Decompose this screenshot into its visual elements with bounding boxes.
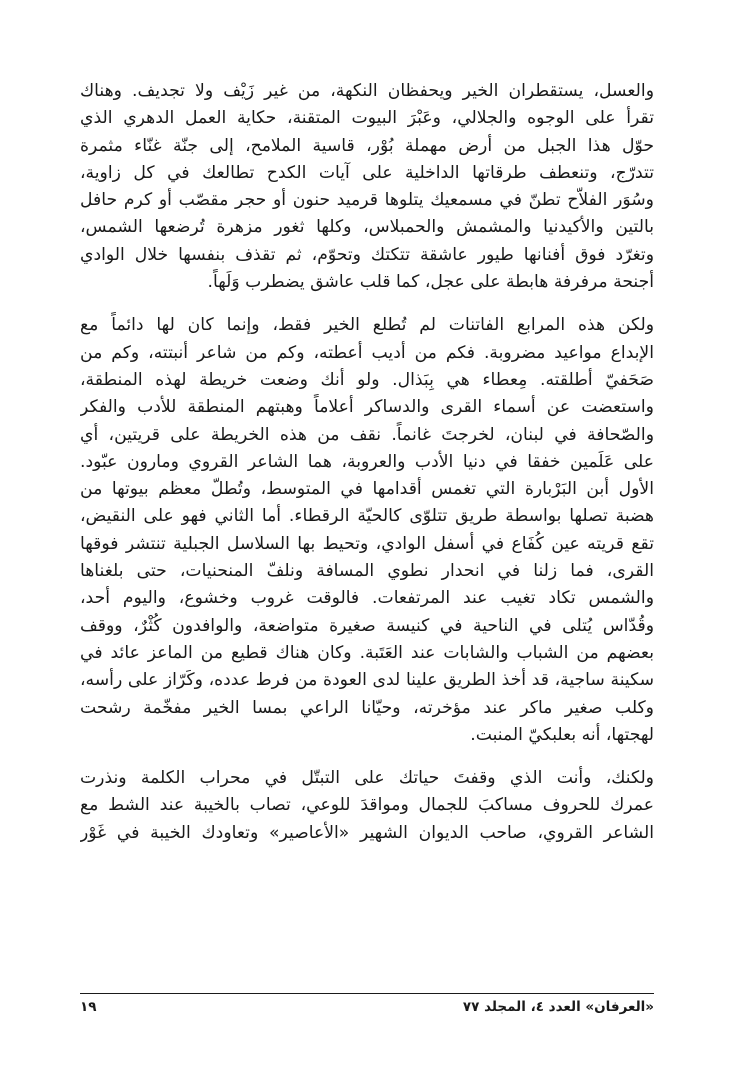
footer-divider (80, 993, 654, 994)
text-line: الشاعر القروي، صاحب الديوان الشهير «الأعاصير» وتعاودك الخيبة في غَوْر (80, 822, 654, 843)
text-line: سكينة ساجية، قد أخذ الطريق علينا لدى العودة من فرط عدده، وكَرّاز على رأسه، (80, 670, 654, 691)
text-line: القرى، فما زلنا في انحدار نطوي المسافة ونلفّ المنحنيات، حتى بلغناها (80, 561, 654, 582)
text-line: والعسل، يستقطران الخير ويحفظان النكهة، من غير زَيْف ولا تجديف. وهناك (80, 81, 654, 101)
text-line: والصّحافة في لبنان، لخرجتَ غانماً. نقف من هذه الخريطة على قريتين، أي (80, 424, 654, 445)
text-line: وقُدّاس يُتلى في الناحية في كنيسة صغيرة متواضعة، والوافدون كُثْرٌ، ووقف (80, 615, 654, 636)
text-line: والشمس تكاد تغيب عند المرتفعات. فالوقت غروب وخشوع، واليوم أحد، (80, 588, 654, 609)
text-line: تقع قريته عين كُفَاع في أسفل الوادي، وتحيط بها السلاسل الجبلية تنتشر فوقها (80, 533, 654, 554)
paragraph-1 (80, 78, 654, 296)
text-line: عمرك للحروف مساكبَ للجمال ومواقدَ للوعي، تصاب بالخيبة عند الشط مع (80, 795, 654, 816)
paragraph-3 (80, 765, 654, 847)
text-line: تتدرّج، وتنعطف طرقاتها الداخلية على آيات الكدح تطالعك في كل زاوية، (80, 162, 654, 183)
text-line: لهجتها، أنه بعلبكيّ المنبت. (470, 724, 654, 745)
page-number: ١٩ (80, 999, 97, 1015)
text-line: وسُوَر الفلاّح تطنّ في مسمعيك يتلوها قرميد حنون أو حجر مقصّب أو كرم حافل (80, 190, 654, 211)
text-line: صَحَفيّ أطلقته. مِعطاء هي بِبَذال. ولو أنك وضعت خريطة لهذه المنطقة، (80, 369, 654, 390)
journal-citation: «العرفان» العدد ٤، المجلد ٧٧ (462, 999, 654, 1015)
text-line: أجنحة مرفرفة هابطة على عجل، كما قلب عاشق يضطرب وَلَهاً. (207, 272, 654, 293)
text-line: على عَلَمين خفقا في دنيا الأدب والعروبة، هما الشاعر القروي ومارون عبّود. (80, 451, 654, 472)
text-line: ولكن هذه المرابع الفاتنات لم تُطلع الخير فقط، وإنما كان لها دائماً مع (80, 315, 654, 336)
text-line: ولكنك، وأنت الذي وقفتَ حياتك على التبتّل في محراب الكلمة ونذرت (80, 768, 654, 789)
paragraph-2 (80, 312, 654, 749)
text-line: الإبداع مواعيد مضروبة. فكم من أديب أعطته، وكم من شاعر أنبتته، وكم من (80, 342, 654, 363)
text-line: بعضهم من الشباب والشابات عند العَتَبة. وكان هناك قطيع من الماعز عائد في (80, 642, 654, 663)
text-line: هضبة تصلها بواسطة طريق تتلوّى كالحيّة الرقطاء. أما الثاني فهو على النقيض، (80, 506, 654, 527)
page-footer (80, 997, 654, 1017)
text-line: وكلب صغير ماكر عند مؤخرته، وحيّانا الراعي بمسا الخير مفخّمة رشحت (80, 697, 654, 718)
text-line: الأول أبن البَرْبارة التي تغمس أقدامها في المتوسط، وتُطلّ معظم بيوتها من (80, 479, 654, 500)
text-line: وتغرّد فوق أفنانها طيور عاشقة تتكتك وتحوّم، ثم تقذف بنفسها خلال الوادي (80, 244, 654, 265)
text-line: تقرأ على الوجوه والجلالي، وعَبْرَ البيوت المتقنة، حكاية العمل الدهري الذي (80, 108, 654, 129)
article-body (80, 78, 654, 847)
text-line: حوّل هذا الجبل من أرض مهملة بُوْر، قاسية الملامح، إلى جنّة غنّاء مثمرة (80, 135, 654, 156)
text-line: واستعضت عن أسماء القرى والدساكر أعلاماً وهبتهم المنطقة للأدب والفكر (80, 397, 654, 418)
text-line: بالتين والأكيدنيا والمشمش والحمبلاس، وكلها ثغور مزهرة تُرضعها الشمس، (80, 217, 654, 238)
